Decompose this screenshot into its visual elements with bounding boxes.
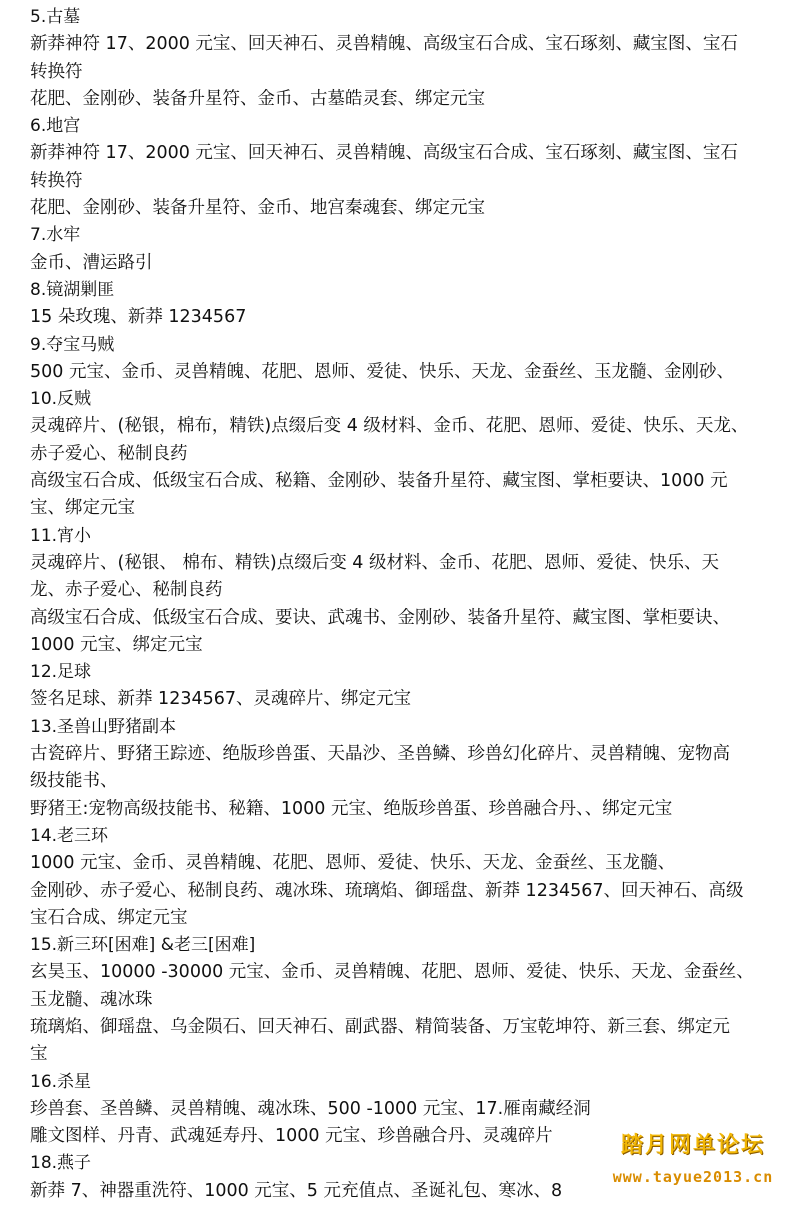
text-line: 转换符: [30, 61, 83, 82]
section-heading: 18.燕子: [30, 1153, 92, 1174]
text-line: 花肥、金刚砂、装备升星符、金币、地宫秦魂套、绑定元宝: [30, 198, 485, 219]
watermark-url: www.tayue2013.cn: [612, 1168, 774, 1186]
document-body: [30, 4, 775, 1205]
text-line: 1000 元宝、金币、灵兽精魄、花肥、恩师、爱徒、快乐、天龙、金蚕丝、玉龙髓、: [30, 853, 676, 874]
text-line: 500 元宝、金币、灵兽精魄、花肥、恩师、爱徒、快乐、天龙、金蚕丝、玉龙髓、金刚砂、: [30, 361, 734, 382]
text-line: 玉龙髓、魂冰珠: [30, 989, 153, 1010]
text-line: 转换符: [30, 170, 83, 191]
section-heading: 14.老三环: [30, 825, 109, 846]
section-heading: 8.镜湖剿匪: [30, 279, 115, 300]
text-line: 高级宝石合成、低级宝石合成、秘籍、金刚砂、装备升星符、藏宝图、掌柜要诀、1000 元: [30, 471, 728, 492]
section-heading: 6.地宫: [30, 116, 81, 137]
watermark-title: 踏月网单论坛: [620, 1133, 765, 1158]
section-heading: 12.足球: [30, 662, 92, 683]
section-heading: 7.水牢: [30, 225, 81, 246]
text-line: 宝、绑定元宝: [30, 498, 135, 519]
section-heading: 15.新三环[困难] &老三[困难]: [30, 935, 256, 956]
text-line: 珍兽套、圣兽鳞、灵兽精魄、魂冰珠、500 -1000 元宝、17.雁南藏经洞: [30, 1098, 591, 1119]
text-line: 花肥、金刚砂、装备升星符、金币、古墓皓灵套、绑定元宝: [30, 88, 485, 109]
text-line: 新莽神符 17、2000 元宝、回天神石、灵兽精魄、高级宝石合成、宝石琢刻、藏宝图、宝石: [30, 34, 738, 55]
text-line: 雕文图样、丹青、武魂延寿丹、1000 元宝、珍兽融合丹、灵魂碎片: [30, 1126, 553, 1147]
text-line: 琉璃焰、御瑶盘、乌金陨石、回天神石、副武器、精简装备、万宝乾坤符、新三套、绑定元: [30, 1016, 730, 1037]
text-line: 宝石合成、绑定元宝: [30, 907, 188, 928]
text-line: 1000 元宝、绑定元宝: [30, 634, 203, 655]
text-line: 新莽 7、神器重洗符、1000 元宝、5 元充值点、圣诞礼包、寒冰、8: [30, 1180, 563, 1201]
section-heading: 5.古墓: [30, 7, 81, 27]
text-line: 新莽神符 17、2000 元宝、回天神石、灵兽精魄、高级宝石合成、宝石琢刻、藏宝图、宝石: [30, 143, 738, 164]
section-heading: 9.夺宝马贼: [30, 334, 115, 355]
text-line: 宝: [30, 1044, 48, 1065]
text-line: 野猪王:宠物高级技能书、秘籍、1000 元宝、绝版珍兽蛋、珍兽融合丹、、绑定元宝: [30, 798, 673, 819]
text-line: 玄昊玉、10000 -30000 元宝、金币、灵兽精魄、花肥、恩师、爱徒、快乐、天龙、金蚕丝、: [30, 962, 754, 983]
section-heading: 11.宵小: [30, 525, 92, 546]
text-line: 灵魂碎片、(秘银、 棉布、精铁)点缀后变 4 级材料、金币、花肥、恩师、爱徒、快乐、天: [30, 552, 719, 573]
text-line: 赤子爱心、秘制良药: [30, 443, 188, 464]
text-line: 古瓷碎片、野猪王踪迹、绝版珍兽蛋、天晶沙、圣兽鳞、珍兽幻化碎片、灵兽精魄、宠物高: [30, 744, 730, 765]
text-line: 金币、漕运路引: [30, 252, 153, 273]
text-line: 级技能书、: [30, 771, 118, 792]
watermark-logo: [592, 1130, 794, 1198]
text-line: 灵魂碎片、(秘银，棉布，精铁)点缀后变 4 级材料、金币、花肥、恩师、爱徒、快乐、天龙、: [30, 416, 749, 437]
section-heading: 13.圣兽山野猪副本: [30, 716, 177, 737]
section-heading: 16.杀星: [30, 1071, 92, 1092]
text-line: 签名足球、新莽 1234567、灵魂碎片、绑定元宝: [30, 689, 411, 710]
text-line: 高级宝石合成、低级宝石合成、要诀、武魂书、金刚砂、装备升星符、藏宝图、掌柜要诀、: [30, 607, 730, 628]
text-line: 15 朵玫瑰、新莽 1234567: [30, 307, 247, 328]
text-line: 龙、赤子爱心、秘制良药: [30, 580, 223, 601]
section-heading: 10.反贼: [30, 389, 92, 410]
text-line: 金刚砂、赤子爱心、秘制良药、魂冰珠、琉璃焰、御瑶盘、新莽 1234567、回天神石、高级: [30, 880, 744, 901]
